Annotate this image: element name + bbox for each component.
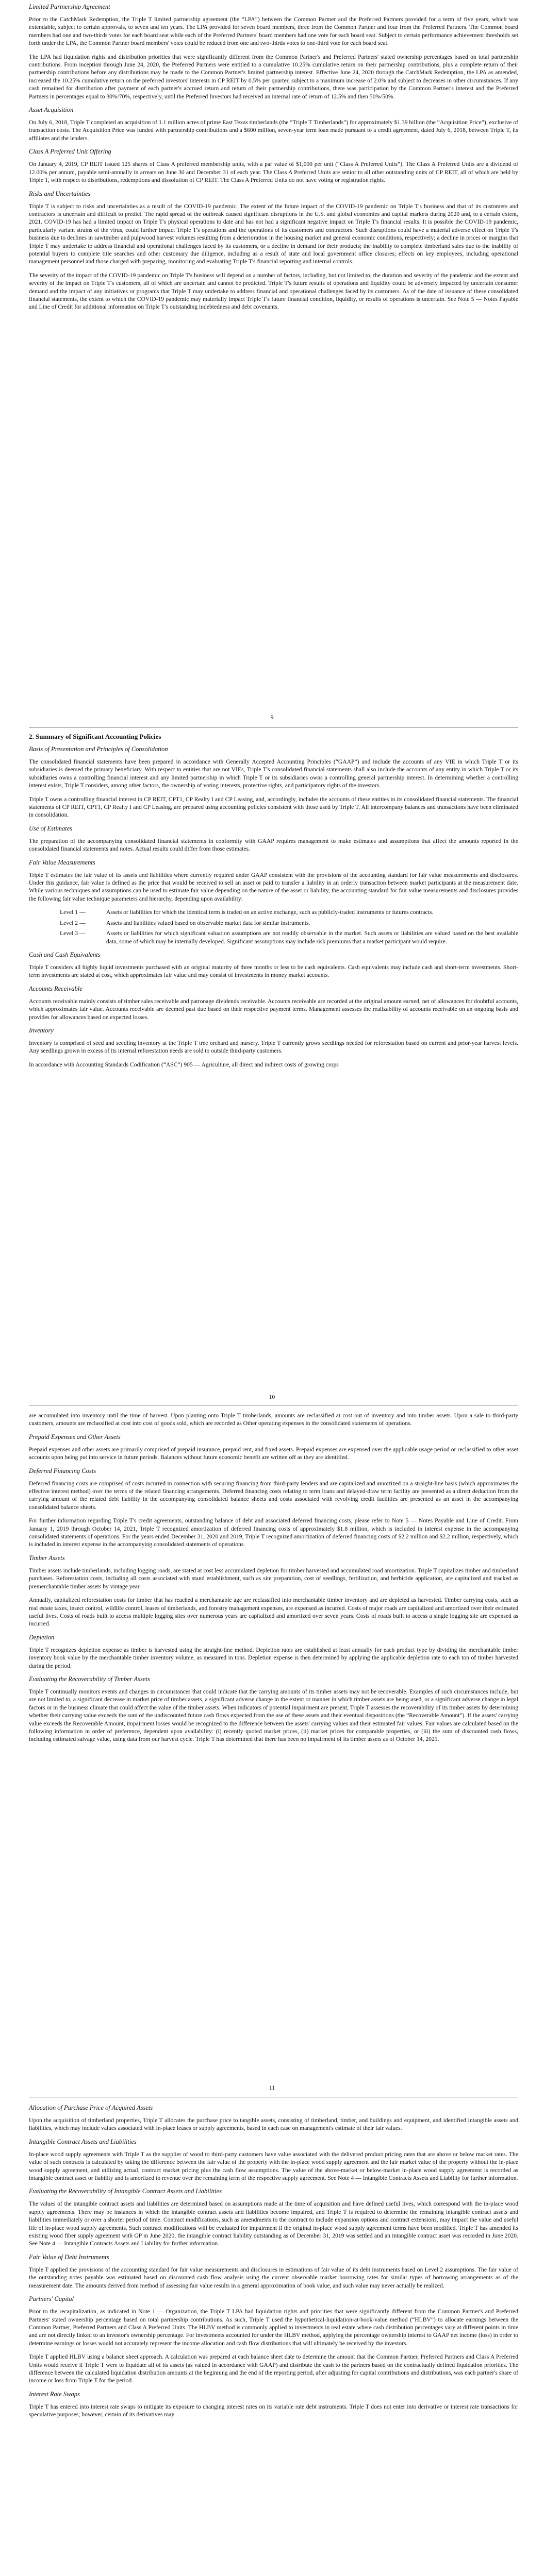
paragraph: Annually, capitalized reforestation costs for timber that has reached a merchantable age are reclassified into merchantable timber inventory and are depleted as harvested. Timber carrying costs, such as real estate taxes, insect control, wildlife control, leases of timberlands, and forestry management expenses, are expensed as incurred. Costs of major roads are capitalized and amortized over their estimated useful lives. Costs of roads built to access multiple logging sites over numerous years are capitalized and amortized over seven years. Costs of roads built to access a single logging site are expensed as incurred. [29, 1597, 518, 1628]
section-fair-value-measurements [29, 859, 518, 945]
section-heading: Depletion [29, 1633, 55, 1641]
level-label: Level 2 — [60, 919, 86, 926]
section-recoverability-intangible [29, 2188, 518, 2247]
section-heading: Intangible Contract Assets and Liabilities [29, 2138, 137, 2145]
section-partners-capital [29, 2295, 518, 2385]
paragraph: Triple T applied HLBV using a balance sheet approach. A calculation was prepared at each balance sheet date to determine the amount that the Common Partner, Preferred Partners and Class A Preferred Units would receive if Triple T were to liquidate all of its assets (as valued in accordance with GAAP) and distribute the cash to the partners based on the contractually defined liquidation priorities. The difference between the calculated liquidation distribution amounts at the beginning and the end of the reporting period, after adjusting for capital contributions and distributions, was each partner's share of income or loss from Triple T for the period. [29, 2353, 518, 2384]
section-depletion [29, 1634, 518, 1670]
paragraph: Inventory is comprised of seed and seedling inventory at the Triple T tree orchard and nursery. Triple T currently grows seedlings needed for reforestation based on current and prior-year harvest levels. Any seedlings grown in excess of its internal reforestation needs are sold to outside third-party customers. [29, 1039, 518, 1055]
section-timber-assets [29, 1554, 518, 1628]
section-heading: Asset Acquisition [29, 106, 74, 114]
level-text: Assets or liabilities for which significant valuation assumptions are not readily observable in the market. Such assets or liabilities are valued based on the best available data, some of which may be internally developed. Significant assumptions may include risk premiums that a market participant would require. [106, 930, 518, 945]
section-heading: Partners' Capital [29, 2295, 74, 2303]
section-recoverability-timber-assets [29, 1675, 518, 1743]
page-12 [0, 2104, 544, 2425]
list-item [29, 908, 518, 916]
section-use-of-estimates [29, 825, 518, 853]
level-label: Level 3 — [60, 930, 86, 937]
section-accounts-receivable [29, 985, 518, 1021]
paragraph: Triple T is subject to risks and uncertainties as a result of the COVID-19 pandemic. The extent of the future impact of the COVID-19 pandemic on Triple T's business and that of its customers and contractors is uncertain and difficult to predict. The rapid spread of the outbreak caused significant disruptions in the U.S. and global economies and capital markets during 2020 and, to a certain extent, 2021. COVID-19 has had a limited impact on Triple T's physical operations to date and has not had a significant negative impact on Triple T's financial results. It is possible the COVID-19 pandemic, particularly variant strains of the virus, could further impact Triple T's operations and the operations of its customers and contractors. Such disruptions could have a material adverse effect on Triple T's business due to declines in sawtimber and pulpwood harvest volumes resulting from a deterioration in the housing market and general economic conditions, respectively; a decline in prices or margins that Triple T may undertake to address financial and operational challenges faced by its customers, or a decline in demand for their products; the inability to complete timberland sales due to the inability of potential buyers to complete title searches and other customary due diligence, including as a result of state and local government office closures; effects on key employees, including operational management personnel and those charged with preparing, monitoring and evaluating Triple T's financial reporting and internal controls. [29, 202, 518, 265]
section-intangible-contract-assets [29, 2138, 518, 2182]
page-11 [0, 1412, 544, 1749]
section-heading: Basis of Presentation and Principles of Consolidation [29, 745, 168, 753]
paragraph: Prepaid expenses and other assets are primarily comprised of prepaid insurance, prepaid rent, and fixed assets. Prepaid expenses are expensed over the applicable usage period or reclassified to other asset accounts upon being put into service in future periods. Balances without future economic benefit are written off as they are identified. [29, 1446, 518, 1461]
paragraph: Timber assets include timberlands, including logging roads, are stated at cost less accumulated depletion for timber harvested and accumulated road amortization. Triple T capitalizes timber and timberland purchases. Reforestation costs, including all costs associated with stand establishment, such as site preparation, cost of seedlings, fertilization, and herbicide application, are capitalized and tracked as premerchantable timber assets by vintage year. [29, 1567, 518, 1590]
level-label: Level 1 — [60, 909, 86, 916]
fair-value-hierarchy-list [29, 908, 518, 945]
level-text: Assets or liabilities for which the identical term is traded on an active exchange, such as publicly-traded instruments or futures contracts. [106, 909, 434, 916]
section-heading: Risks and Uncertainties [29, 190, 91, 197]
level-text: Assets and liabilities valued based on observable market data for similar instruments. [106, 919, 310, 926]
section-heading: Use of Estimates [29, 824, 73, 832]
paragraph: The consolidated financial statements have been prepared in accordance with Generally Accepted Accounting Principles (“GAAP”) and include the accounts of any VIE in which Triple T or its subsidiaries is deemed the primary beneficiary. With respect to entities that are not VIEs, Triple T's consolidated financial statements shall also include the accounts of any entity in which Triple T or its subsidiaries owns a controlling financial interest and any limited partnership in which Triple T or its subsidiaries owns a controlling general partnership interest. In determining whether a controlling interest exists, Triple T considers, among other factors, the ownership of voting interests, protective rights, and participatory rights of the investors. [29, 758, 518, 789]
page-9 [0, 3, 544, 317]
section-heading: Class A Preferred Unit Offering [29, 148, 111, 156]
section-heading: Fair Value Measurements [29, 858, 95, 866]
section-limited-partnership-agreement [29, 3, 518, 100]
list-item [29, 919, 518, 927]
section-heading: Cash and Cash Equivalents [29, 951, 101, 958]
section-asset-acquisition [29, 106, 518, 142]
section-risks-and-uncertainties [29, 190, 518, 311]
paragraph: Triple T estimates the fair value of its assets and liabilities where currently required under GAAP consistent with the provisions of the accounting standard for fair value measurements and disclosures. Under this guidance, fair value is defined as the price that would be received to sell an asset or paid to transfer a liability in an orderly transaction between market participants at the measurement date. While various techniques and assumptions can be used to estimate fair value depending on the nature of the asset or liability, the accounting standard for fair value measurements and disclosures provides the following fair value technique parameters and hierarchy, depending upon availability: [29, 871, 518, 902]
paragraph: In-place wood supply agreements with Triple T as the supplier of wood to third-party customers have value associated with the delivered product pricing rates that are above or below market rates. The value of such contracts is calculated by taking the difference between the fair value of the property with the in-place wood supply agreement and the fair market value of the property without the in-place wood supply agreement, and utilizing actual, contract market pricing plus the cash flow assumptions. The value of the above-market or below-market in-place wood supply agreement is recorded as intangible contract asset or liability and is amortized to revenue over the remaining term of the respective supply agreement. See Note 4 — Intangible Contracts Assets and Liability for further information. [29, 2150, 518, 2182]
paragraph: are accumulated into inventory until the time of harvest. Upon planting onto Triple T timberlands, amounts are reclassified at cost out of inventory and into timber assets. Upon a sale to third-party customers, amounts are reclassified at cost into cost of goods sold, which are recorded as Other operating expenses in the consolidated statements of operations. [29, 1412, 518, 1427]
paragraph: Prior to the CatchMark Redemption, the Triple T limited partnership agreement (the “LPA”) between the Common Partner and the Preferred Partners provided for a term of five years, which was extendable, subject to certain approvals, to seven and ten years. The LPA provided for seven board members, three from the Common Partner and four from the Preferred Partners. The Common board members had one and two-thirds votes for each board seat while each of the Preferred Partners' board members had one vote for each board seat. Subject to certain performance achievement thresholds set forth under the LPA, the Common Partner board members' votes could be reduced from one and two-thirds votes to one-third vote for each board seat. [29, 16, 518, 47]
paragraph: The LPA had liquidation rights and distribution priorities that were significantly different from the Common Partner's and Preferred Partners' stated ownership percentages based on total partnership contributions. From inception through June 24, 2020, the Preferred Partners were entitled to a cumulative 10.25% cumulative return on their partnership contributions, plus a complete return of their partnership contributions before any distributions may be made to the Common Partner's limited partnership interest. Effective June 24, 2020 through the CatchMark Redemption, the LPA as amended, increased the 10.25% cumulative return on the preferred investors' interests in CP REIT by 0.5% per quarter, subject to a maximum increase of 2.0% and subject to decreases in other circumstances. If any cash remained for distribution after payment of each partner's accrued return and return of their partnership contributions, there was participation by the Common Partner's interest and the Preferred Partners in percentages equal to 30%/70%, respectively, until the Preferred Investors had received an internal rate of return of 12.5% and then 50%/50%. [29, 53, 518, 100]
section-heading: Evaluating the Recoverability of Timber Assets [29, 1675, 150, 1683]
section-interest-rate-swaps [29, 2391, 518, 2419]
page-divider [29, 727, 518, 728]
section-deferred-financing-costs [29, 1467, 518, 1549]
section-heading: Prepaid Expenses and Other Assets [29, 1433, 121, 1440]
paragraph: Triple T applied the provisions of the accounting standard for fair value measurements and disclosures in estimations of fair value of its debt instruments based on Level 2 assumptions. The fair value of the outstanding notes payable was estimated based on discounted cash flow analysis using the current observable market borrowing rates for similar types of borrowing arrangements as of the measurement date. The amounts derived from method of assessing fair value results in a general approximation of book value, and such value may never actually be realized. [29, 2266, 518, 2289]
section-basis-of-presentation [29, 745, 518, 819]
section-heading: Evaluating the Recoverability of Intangible Contract Assets and Liabilities [29, 2188, 222, 2195]
section-heading: Allocation of Purchase Price of Acquired Assets [29, 2104, 153, 2111]
section-heading: 2. Summary of Significant Accounting Policies [29, 733, 161, 740]
page-number: 9 [270, 714, 274, 721]
paragraph: The severity of the impact of the COVID-19 pandemic on Triple T's business will depend on a number of factors, including, but not limited to, the duration and severity of the pandemic and the extent and severity of the impact on Triple T's customers, all of which are uncertain and cannot be predicted. Triple T's future results of operations and liquidity could be adversely impacted by uncertain consumer demand and the impact of any initiatives or programs that Triple T may undertake to address financial and operational challenges faced by its customers. As of the date of issuance of these consolidated financial statements, the extent to which the COVID-19 pandemic may materially impact Triple T's future financial condition, liquidity, or results of operations is uncertain. See Note 5 — Notes Payable and Line of Credit for additional information on Triple T's outstanding indebtedness and debt covenants. [29, 272, 518, 311]
paragraph: In accordance with Accounting Standards Codification (“ASC”) 905 — Agriculture, all direct and indirect costs of growing crops [29, 1061, 339, 1068]
paragraph: Triple T owns a controlling financial interest in CP REIT, CPT1, CP Realty I and CP Leasing, and, accordingly, includes the accounts of these entities in its consolidated financial statements. The financial statements of CP REIT, CPT1, CP Realty I and CP Leasing, are prepared using accounting policies consistent with those used by Triple T. All intercompany balances and transactions have been eliminated in consolidation. [29, 795, 518, 819]
paragraph: On January 4, 2019, CP REIT issued 125 shares of Class A preferred membership units, with a par value of $1,000 per unit (“Class A Preferred Units”). The Class A Preferred Units are a dividend of 12.00% per annum, payable semi-annually in arrears on June 30 and December 31 of each year. The Class A Preferred Units are senior to all other outstanding units of CP REIT, all of which are held by Triple T, with respect to distributions, redemptions and dissolution of CP REIT. The Class A Preferred Units do not have voting or registration rights. [29, 161, 518, 184]
section-heading: Fair Value of Debt Instruments [29, 2253, 109, 2261]
section-heading: Timber Assets [29, 1554, 65, 1562]
paragraph: The preparation of the accompanying consolidated financial statements in conformity with GAAP requires management to make estimates and assumptions that affect the amounts reported in the consolidated financial statements and notes. Actual results could differ from those estimates. [29, 837, 518, 853]
paragraph: Prior to the recapitalization, as indicated in Note 1 — Organization, the Triple T LPA had liquidation rights and priorities that were significantly different from the Common Partner's and Preferred Partners' stated ownership percentage based on total partnership contributions. As such, Triple T used the hypothetical-liquidation-at-book-value method (“HLBV”) to allocate earnings between the Common Partner, Preferred Partners and Class A Preferred Units. The HLBV method is commonly applied to investments in real estate where cash distribution percentages vary at different points in time and are not directly linked to an investor's ownership percentage. For investments accounted for under the HLBV method, applying the percentage ownership interest to GAAP net income (loss) in order to determine earnings or losses would not accurately represent the income allocation and cash flow distributions that will ultimately be received by the investors. [29, 2308, 518, 2347]
paragraph: Triple T has entered into interest rate swaps to mitigate its exposure to changing interest rates on its variable rate debt instruments. Triple T does not enter into derivative or interest rate transactions for speculative purposes; however, certain of its derivatives may [29, 2403, 518, 2418]
section-heading: Deferred Financing Costs [29, 1467, 96, 1475]
paragraph: For further information regarding Triple T's credit agreements, outstanding balance of debt and associated deferred financing costs, please refer to Note 5 — Notes Payable and Line of Credit. From January 1, 2019 through October 14, 2021, Triple T recognized amortization of deferred financing costs of approximately $1.8 million, which is included in interest expense in the accompanying consolidated statements of operations. For the years ended December 31, 2020 and 2019, Triple T recognized amortization of deferred financing costs of $2.2 million and $2.2 million, respectively, which is included in interest expense in the accompanying consolidated statements of operations. [29, 1517, 518, 1548]
section-fair-value-debt [29, 2253, 518, 2290]
section-inventory [29, 1027, 518, 1069]
section-prepaid-expenses [29, 1433, 518, 1462]
section-heading: Accounts Receivable [29, 985, 83, 992]
page-10 [0, 733, 544, 1074]
paragraph: Triple T considers all highly liquid investments purchased with an original maturity of three months or less to be cash equivalents. Cash equivalents may include cash and short-term investments. Short-term investments are stated at cost, which approximates fair value and may consist of investments in money market accounts. [29, 963, 518, 979]
page-number: 10 [269, 1394, 275, 1400]
section-allocation-purchase-price [29, 2104, 518, 2132]
section-heading: Interest Rate Swaps [29, 2390, 80, 2398]
section-cash-and-cash-equivalents [29, 951, 518, 979]
paragraph: The values of the intangible contract assets and liabilities are determined based on assumptions made at the time of acquisition and have defined useful lives, which correspond with the in-place wood supply agreements. There may be instances in which the intangible contract assets and liabilities become impaired, and Triple T is required to determine the remaining intangible contract assets and liabilities immediately or over a shorter period of time. Contract modifications, such as amendments to the contract to include expansion options and contract extensions, may impact the value and useful life of in-place wood supply agreements. Such contract modifications will be evaluated for impairment if the original in-place wood supply agreement terms have been modified. Triple T has amended its existing wood fiber supply agreement with GP in June 2020, the intangible contract liability outstanding as of December 31, 2019 was settled and an intangible contract asset was recorded in June 2020. See Note 4 — Intangible Contracts Assets and Liability for further information. [29, 2200, 518, 2247]
paragraph: On July 6, 2018, Triple T completed an acquisition of 1.1 million acres of prime East Texas timberlands (the “Triple T Timberlands”) for approximately $1.39 billion (the “Acquisition Price”), exclusive of transaction costs. The Acquisition Price was funded with partnership contributions and a $600 million, seven-year term loan made pursuant to a credit agreement, dated July 6, 2018, between Triple T, its affiliates and the lenders. [29, 119, 518, 142]
section-class-a-preferred-unit-offering [29, 148, 518, 184]
paragraph: Deferred financing costs are comprised of costs incurred in connection with securing financing from third-party lenders and are capitalized and amortized on a straight-line basis (which approximates the effective interest method) over the terms of the related financing arrangements. Deferred financing costs relating to term loans and delayed-draw term facility are presented as a direct deduction from the carrying amount of the related debt liability in the accompanying consolidated balance sheets and costs associated with revolving credit facilities are presented as an asset in the accompanying consolidated balance sheets. [29, 1480, 518, 1511]
section-heading: Inventory [29, 1026, 54, 1034]
list-item [29, 929, 518, 945]
paragraph: Accounts receivable mainly consists of timber sales receivable and patronage dividends receivable. Accounts receivable are recorded at the original amount earned, net of allowances for doubtful accounts, which approximates fair value. Accounts receivable are deemed past due based on their respective payment terms. Management assesses the realizability of accounts receivable on an ongoing basis and provides for allowances based on expected losses. [29, 997, 518, 1021]
section-heading: Limited Partnership Agreement [29, 3, 110, 10]
page-number: 11 [269, 2084, 275, 2091]
paragraph: Triple T recognizes depletion expense as timber is harvested using the straight-line method. Depletion rates are established at least annually for each product type by dividing the merchantable timber inventory book value by the merchantable timber inventory volume, as measured in tons. Depletion expense is then determined by applying the applicable depletion rate to each ton of timber harvested during the period. [29, 1646, 518, 1669]
section-inventory-continued [29, 1412, 518, 1428]
paragraph: Upon the acquisition of timberland properties, Triple T allocates the purchase price to tangible assets, consisting of timberland, timber, and buildings and equipment, and identified intangible assets and liabilities, which may include values associated with in-place leases or supply agreements, based in each case on management's estimate of their fair values. [29, 2117, 518, 2132]
paragraph: Triple T continually monitors events and changes in circumstances that could indicate that the carrying amounts of its timber assets may not be recoverable. Examples of such circumstances include, but are not limited to, a significant decrease in market price of timber assets, a significant adverse change in the extent or manner in which timber assets are being used, or a significant adverse change in legal factors or in the business climate that could affect the value of the timber assets. When indicators of potential impairment are present, Triple T assesses the recoverability of its timber assets by determining whether their carrying value exceeds the sum of the undiscounted future cash flows expected from the use of these assets and their eventual dispositions (the “Recoverable Amount”). If the assets' carrying value exceeds the Recoverable Amount, impairment losses would be recognized to the difference between the assets' carrying values and their estimated fair values. Fair values are calculated based on the following information in order of preference, dependent upon availability: (i) recently quoted market prices, (ii) market prices for comparable properties, or (iii) the sum of discounted cash flows, including estimated salvage value, using data from our harvest cycle. Triple T has determined that there has been no impairment of its timber assets as of October 14, 2021. [29, 1688, 518, 1743]
